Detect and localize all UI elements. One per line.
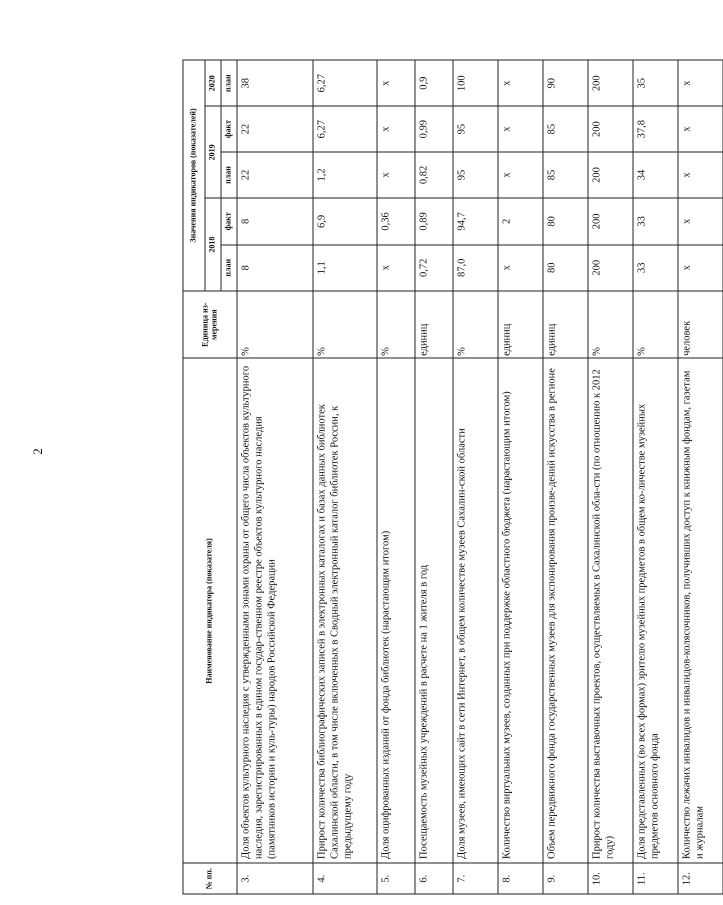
row-number: 8. <box>498 863 543 894</box>
row-number: 12. <box>678 863 723 894</box>
indicator-name: Прирост количества библиографических записей в электронных каталогах и базах данных библиотек Сахалинской области, в том числе включенных в Сводный электронный каталог библиотек России, к предыдущему году <box>313 358 377 863</box>
value-cell: 37,8 <box>633 106 678 151</box>
table-row <box>313 60 377 894</box>
value-cell: 0,9 <box>415 60 453 106</box>
indicator-name: Прирост количества выставочных проектов, осуществляемых в Сахалинской обла-сти (по отношению к 2012 году) <box>588 358 633 863</box>
value-cell: х <box>678 152 723 198</box>
value-cell: 8 <box>237 198 313 244</box>
row-number: 6. <box>415 863 453 894</box>
value-cell: 6,27 <box>313 106 377 151</box>
value-cell: х <box>678 245 723 291</box>
unit-cell: % <box>588 291 633 358</box>
value-cell: 0,72 <box>415 245 453 291</box>
unit-cell: % <box>633 291 678 358</box>
value-cell: 38 <box>237 60 313 106</box>
unit-cell: единиц <box>543 291 588 358</box>
header-year-2018: 2018 <box>205 198 221 291</box>
value-cell: 1,2 <box>313 152 377 198</box>
row-number: 4. <box>313 863 377 894</box>
value-cell: 85 <box>543 152 588 198</box>
header-fact: факт <box>221 106 237 151</box>
value-cell: х <box>498 152 543 198</box>
indicator-name: Доля музеев, имеющих сайт в сети Интернет, в общем количестве музеев Сахалин-ской области <box>453 358 498 863</box>
value-cell: 1,1 <box>313 245 377 291</box>
table-row <box>498 60 543 894</box>
value-cell: 22 <box>237 106 313 151</box>
value-cell: х <box>377 60 415 106</box>
header-plan: план <box>221 152 237 198</box>
value-cell: 8 <box>237 245 313 291</box>
value-cell: 0,99 <box>415 106 453 151</box>
value-cell: 6,27 <box>313 60 377 106</box>
table-row <box>633 60 678 894</box>
indicator-name: Объем передвижного фонда государственных музеев для экспонирования произве-дений искусства в регионе <box>543 358 588 863</box>
value-cell: 200 <box>588 60 633 106</box>
header-plan: план <box>221 245 237 291</box>
value-cell: х <box>678 198 723 244</box>
header-num: № пп. <box>183 863 237 894</box>
value-cell: 0,36 <box>377 198 415 244</box>
table-row <box>543 60 588 894</box>
table-row <box>377 60 415 894</box>
indicator-name: Количество виртуальных музеев, созданных при поддержке областного бюджета (нарастающим итогом) <box>498 358 543 863</box>
value-cell: 87,0 <box>453 245 498 291</box>
value-cell: х <box>377 245 415 291</box>
value-cell: 200 <box>588 198 633 244</box>
table-row <box>237 60 313 894</box>
page-number: 2 <box>29 448 45 455</box>
value-cell: 90 <box>543 60 588 106</box>
indicators-table <box>182 60 723 895</box>
row-number: 9. <box>543 863 588 894</box>
value-cell: 200 <box>588 106 633 151</box>
row-number: 5. <box>377 863 415 894</box>
header-year-2019: 2019 <box>205 106 221 198</box>
indicator-name: Количество лежачих инвалидов и инвалидов-колясочников, получивших доступ к книжным фондам, газетам и журналам <box>678 358 723 863</box>
unit-cell: % <box>453 291 498 358</box>
value-cell: х <box>498 106 543 151</box>
value-cell: 85 <box>543 106 588 151</box>
header-year-2020: 2020 <box>205 60 221 106</box>
row-number: 11. <box>633 863 678 894</box>
value-cell: 33 <box>633 198 678 244</box>
value-cell: 80 <box>543 198 588 244</box>
header-plan: план <box>221 60 237 106</box>
unit-cell: % <box>237 291 313 358</box>
row-number: 7. <box>453 863 498 894</box>
value-cell: х <box>377 152 415 198</box>
value-cell: х <box>498 245 543 291</box>
header-name: Наименование индикатора (показателя) <box>183 358 237 863</box>
value-cell: 95 <box>453 152 498 198</box>
unit-cell: % <box>377 291 415 358</box>
value-cell: х <box>498 60 543 106</box>
unit-cell: человек <box>678 291 723 358</box>
value-cell: 0,89 <box>415 198 453 244</box>
table-row <box>678 60 723 894</box>
table-row <box>415 60 453 894</box>
table-row <box>588 60 633 894</box>
unit-cell: единиц <box>498 291 543 358</box>
table-row <box>453 60 498 894</box>
indicator-name: Доля объектов культурного наследия с утвержденными зонами охраны от общего числа объектов культурного наследия, зарегистрированных в едином государ-ственном реестре объектов культурного наследия (памятников истории и куль-туры) народов Российской Федерации <box>237 358 313 863</box>
header-values: Значения индикаторов (показателей) <box>183 60 205 291</box>
value-cell: 80 <box>543 245 588 291</box>
value-cell: х <box>377 106 415 151</box>
indicator-name: Доля оцифрованных изданий от фонда библиотек (нарастающим итогом) <box>377 358 415 863</box>
value-cell: 200 <box>588 152 633 198</box>
value-cell: 95 <box>453 106 498 151</box>
indicator-name: Посещаемость музейных учреждений в расчете на 1 жителя в год <box>415 358 453 863</box>
value-cell: 200 <box>588 245 633 291</box>
row-number: 3. <box>237 863 313 894</box>
value-cell: 34 <box>633 152 678 198</box>
value-cell: 22 <box>237 152 313 198</box>
header-fact: факт <box>221 198 237 244</box>
value-cell: 2 <box>498 198 543 244</box>
unit-cell: % <box>313 291 377 358</box>
value-cell: х <box>678 106 723 151</box>
indicator-name: Доля представленных (во всех формах) зрителю музейных предметов в общем ко-личестве музейных предметов основного фонда <box>633 358 678 863</box>
value-cell: 94,7 <box>453 198 498 244</box>
value-cell: 35 <box>633 60 678 106</box>
value-cell: 6,9 <box>313 198 377 244</box>
value-cell: х <box>678 60 723 106</box>
row-number: 10. <box>588 863 633 894</box>
value-cell: 33 <box>633 245 678 291</box>
value-cell: 0,82 <box>415 152 453 198</box>
header-unit: Единица из-мерения <box>183 291 237 358</box>
value-cell: 100 <box>453 60 498 106</box>
unit-cell: единиц <box>415 291 453 358</box>
